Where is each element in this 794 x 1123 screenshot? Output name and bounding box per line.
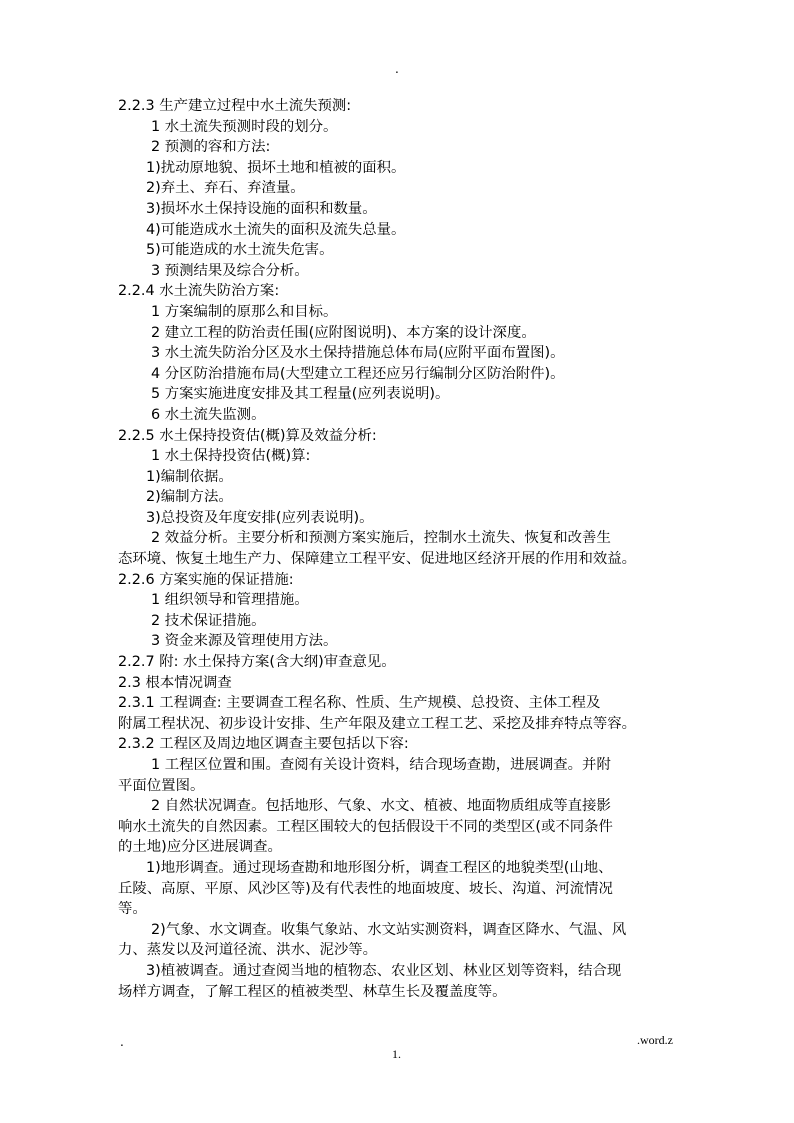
text-line: 2)气象、水文调查。收集气象站、水文站实测资料，调查区降水、气温、风 [151, 921, 627, 938]
text-line: 2 建立工程的防治责任围(应附图说明)、本方案的设计深度。 [151, 324, 536, 341]
page-number: 1. [392, 1047, 401, 1061]
text-line: 3 预测结果及综合分析。 [151, 262, 309, 279]
text-line: 1 工程区位置和围。查阅有关设计资料，结合现场查勘，进展调查。并附 [151, 757, 611, 773]
text-line: 2)弃土、弃石、弃渣量。 [146, 180, 305, 197]
text-line: 2 自然状况调查。包括地形、气象、水文、植被、地面物质组成等直接影 [151, 798, 611, 815]
text-line: 2 技术保证措施。 [151, 612, 266, 629]
text-line: 2.2.5 水土保持投资估(概)算及效益分析: [118, 427, 377, 444]
text-line: 响水土流失的自然因素。工程区围较大的包括假设干不同的类型区(或不同条件 [118, 818, 613, 835]
footer-left-mark: . [120, 1035, 124, 1049]
text-line: 1)编制依据。 [146, 468, 233, 485]
text-line: 3)总投资及年度安排(应列表说明)。 [146, 509, 374, 526]
text-line: 4 分区防治措施布局(大型建立工程还应另行编制分区防治附件)。 [151, 365, 565, 382]
text-line: 2 效益分析。主要分析和预测方案实施后，控制水土流失、恢复和改善生 [151, 530, 611, 547]
text-line: 2.3 根本情况调查 [118, 674, 232, 691]
footer-word-mark: .word.z [637, 1033, 673, 1047]
text-line: 2 预测的容和方法: [151, 139, 271, 156]
text-line: 2.3.1 工程调查: 主要调查工程名称、性质、生产规模、总投资、主体工程及 [118, 695, 601, 712]
text-line: 6 水土流失监测。 [151, 406, 266, 423]
text-line: 1 水土保持投资估(概)算: [151, 448, 311, 465]
text-line: 3)损坏水土保持设施的面积和数量。 [146, 200, 377, 217]
text-line: 1 方案编制的原那么和目标。 [151, 303, 338, 320]
text-line: 平面位置图。 [118, 777, 205, 794]
text-line: 5 方案实施进度安排及其工程量(应列表说明)。 [151, 386, 450, 403]
header-mark: . [395, 62, 399, 76]
text-line: 1 水土流失预测时段的划分。 [151, 118, 338, 135]
document-body [118, 96, 678, 1002]
text-line: 4)可能造成水土流失的面积及流失总量。 [146, 221, 406, 238]
text-line: 态环境、恢复土地生产力、保障建立工程平安、促进地区经济开展的作用和效益。 [118, 551, 637, 568]
text-line: 场样方调查，了解工程区的植被类型、林草生长及覆盖度等。 [118, 983, 507, 1000]
text-line: 2.2.4 水土流失防治方案: [118, 283, 280, 300]
text-line: 1)地形调查。通过现场查勘和地形图分析，调查工程区的地貌类型(山地、 [146, 859, 613, 876]
text-line: 丘陵、高原、平原、风沙区等)及有代表性的地面坡度、坡长、沟道、河流情况 [118, 880, 613, 897]
text-line: 2.2.7 附: 水土保持方案(含大纲)审查意见。 [118, 654, 396, 671]
text-line: 3 资金来源及管理使用方法。 [151, 633, 338, 650]
text-line: 1 组织领导和管理措施。 [151, 592, 309, 609]
text-line: 的土地)应分区进展调查。 [118, 839, 282, 856]
text-line: 3 水土流失防治分区及水土保持措施总体布局(应附平面布置图)。 [151, 345, 565, 362]
text-line: 1)扰动原地貌、损坏土地和植被的面积。 [146, 159, 406, 176]
text-line: 5)可能造成的水土流失危害。 [146, 242, 334, 259]
text-line: 2.2.6 方案实施的保证措施: [118, 571, 294, 588]
text-line: 2)编制方法。 [146, 489, 233, 506]
text-line: 2.2.3 生产建立过程中水土流失预测: [118, 98, 352, 114]
text-line: 等。 [118, 901, 147, 918]
text-line: 力、蒸发以及河道径流、洪水、泥沙等。 [118, 942, 378, 959]
text-line: 附属工程状况、初步设计安排、生产年限及建立工程工艺、采挖及排弃特点等容。 [118, 715, 637, 732]
text-line: 3)植被调查。通过查阅当地的植物态、农业区划、林业区划等资料，结合现 [146, 962, 622, 979]
text-line: 2.3.2 工程区及周边地区调查主要包括以下容: [118, 736, 409, 753]
